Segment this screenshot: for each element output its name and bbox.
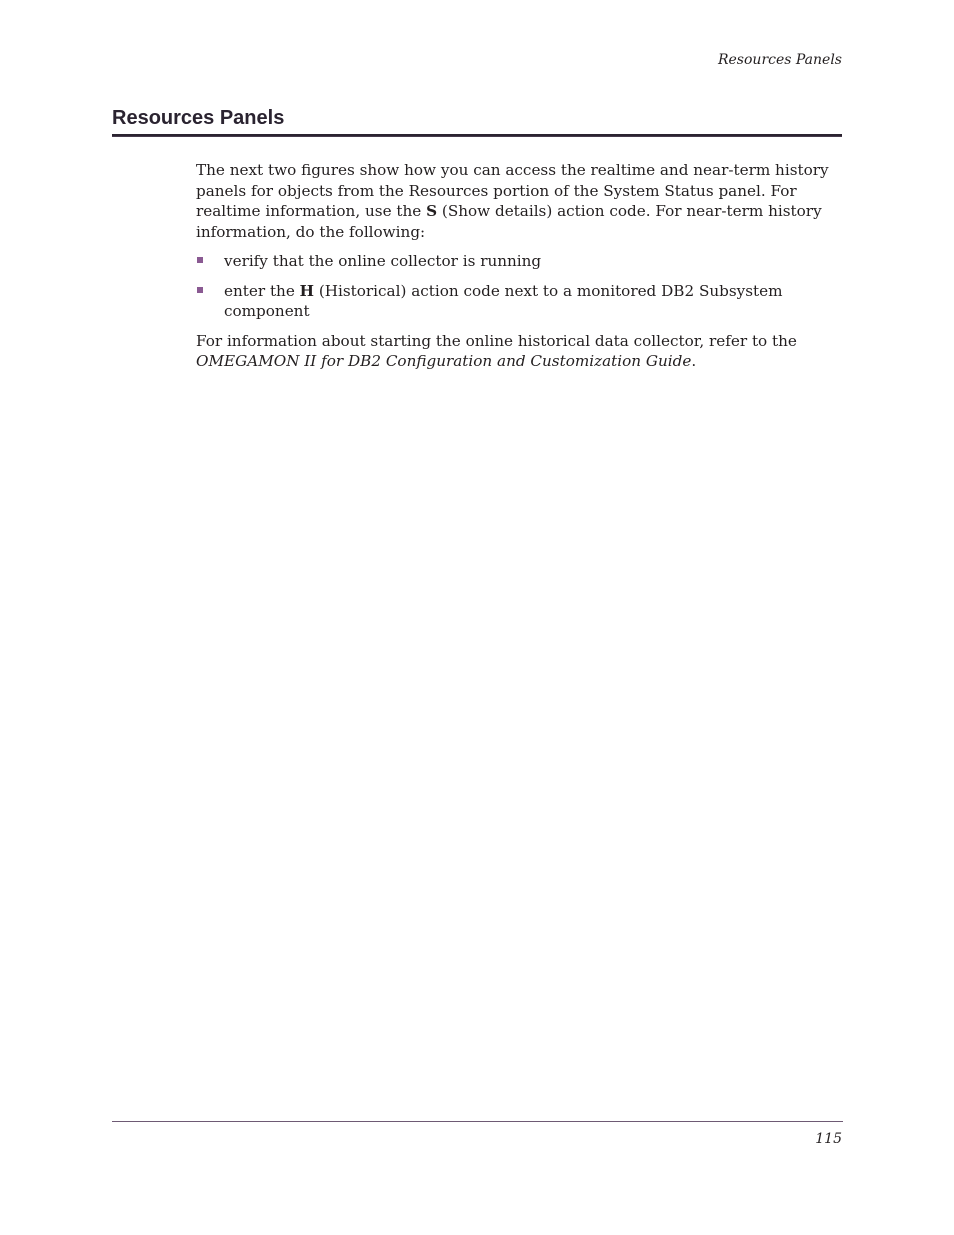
list-item-text: verify that the online collector is running (224, 252, 542, 270)
closing-end: . (691, 352, 697, 370)
square-bullet-icon (197, 257, 203, 263)
closing-paragraph (196, 331, 842, 372)
section-title: Resources Panels (112, 107, 285, 129)
square-bullet-icon (197, 287, 203, 293)
closing-text: For information about starting the online historical data collector, refer to the (196, 331, 797, 350)
body-text (196, 160, 842, 372)
running-header: Resources Panels (717, 52, 842, 68)
steps-list (196, 251, 842, 322)
footer-rule (112, 1121, 843, 1122)
list-item (196, 251, 842, 272)
historical-code: H (299, 281, 315, 300)
list-item-text-1: enter the (224, 281, 300, 300)
title-rule (112, 134, 842, 137)
intro-text-2: (Show details) action code. For near-term history information, do the following: (196, 202, 822, 241)
section-heading (112, 106, 842, 137)
list-item-text-2: (Historical) action code next to a monitored DB2 Subsystem component (224, 281, 783, 320)
page-number: 115 (815, 1131, 842, 1147)
guide-title: OMEGAMON II for DB2 Configuration and Customization Guide (196, 352, 692, 370)
show-details-code: S (426, 202, 438, 220)
intro-paragraph (196, 160, 842, 242)
list-item (196, 281, 842, 322)
intro-text-1: The next two figures show how you can access the realtime and near-term history panels for objects from the Resources portion of the System Status panel. For realtime information, use the (196, 161, 829, 220)
